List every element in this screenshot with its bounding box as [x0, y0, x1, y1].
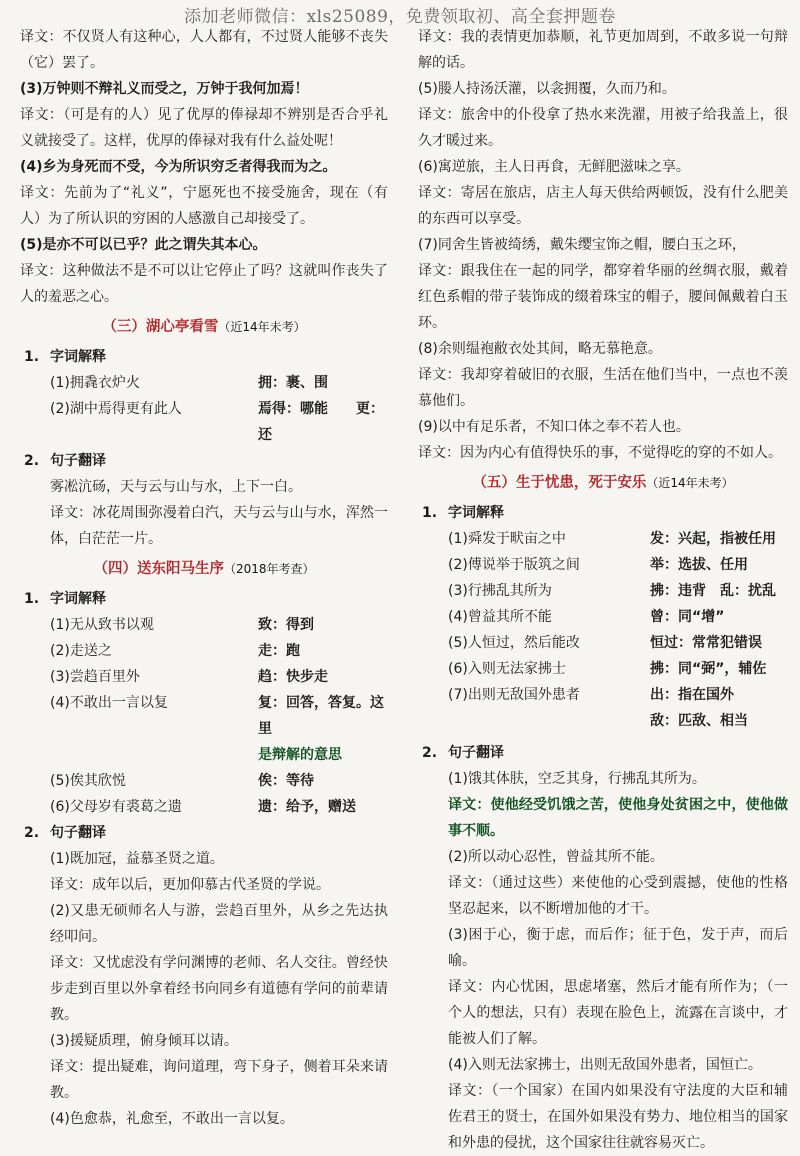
vocab-meaning: 俟：等待	[258, 773, 314, 789]
exam-note: （2018年考查）	[223, 562, 315, 576]
translation-text: 译文：使他经受饥饿之苦，使他身处贫困之中，使他做事不顺。	[448, 797, 788, 839]
vocab-row	[418, 630, 788, 656]
vocab-phrase: (6)入则无法家拂士	[448, 661, 566, 677]
vocab-meaning: 出：指在国外	[650, 687, 734, 703]
vocab-row	[418, 552, 788, 578]
vocab-meaning: 拂：违背 乱：扰乱	[650, 583, 776, 599]
vocab-phrase	[50, 742, 258, 768]
sentence-text: (9)以中有足乐者，不知口体之奉不若人也。	[418, 419, 690, 435]
section-title-text: （五）生于忧患，死于安乐	[472, 475, 647, 491]
vocab-row	[20, 794, 388, 820]
vocab-meaning: 拥：裹、围	[258, 375, 328, 391]
vocab-phrase: (4)曾益其所不能	[448, 609, 552, 625]
vocab-phrase: (2)傅说举于版筑之间	[448, 557, 580, 573]
sentence-text: (7)同舍生皆被绮绣，戴朱缨宝饰之帽，腰白玉之环，	[418, 237, 746, 253]
sentence-text: (3)万钟则不辩礼义而受之，万钟于我何加焉！	[20, 81, 309, 97]
translation-text: 译文：（一个国家）在国内如果没有守法度的大臣和辅佐君王的贤士，在国外如果没有势力、地位相当的国家和外患的侵扰，这个国家往往就容易灭亡。	[448, 1083, 788, 1151]
translation-text: 译文：我的表情更加恭顺，礼节更加周到，不敢多说一句辩解的话。	[418, 29, 788, 71]
subheading-text: 句子翻译	[50, 825, 106, 841]
translation-text: 译文：不仅贤人有这种心，人人都有，不过贤人能够不丧失（它）罢了。	[20, 29, 388, 71]
vocab-meaning: 举：选拔、任用	[650, 557, 748, 573]
subheading-vocab: 1. 字词解释	[24, 591, 106, 607]
sentence-text: (5)媵人持汤沃灌，以衾拥覆，久而乃和。	[418, 81, 676, 97]
sentence-text: (3)困于心，衡于虑，而后作；征于色，发于声，而后喻。	[448, 927, 788, 969]
exam-note: （近14年未考）	[218, 320, 306, 334]
vocab-row	[20, 396, 388, 448]
vocab-meaning: 敌：匹敌、相当	[650, 713, 748, 729]
watermark-text: 添加老师微信：xls25089，免费领取初、高全套押题卷	[184, 7, 616, 27]
sentence-text: (5)是亦不可以已乎？此之谓失其本心。	[20, 237, 267, 253]
vocab-row	[418, 656, 788, 682]
vocab-phrase: (5)俟其欣悦	[50, 773, 126, 789]
vocab-meaning: 焉得：哪能 更：还	[258, 401, 384, 443]
vocab-phrase: (4)不敢出一言以复	[50, 695, 168, 711]
subheading-translate: 2. 句子翻译	[24, 825, 106, 841]
sentence-text: (1)饿其体肤，空乏其身，行拂乱其所为。	[448, 771, 706, 787]
translation-text: 译文：内心忧困，思虑堵塞，然后才能有所作为；（一个人的想法，只有）表现在脸色上，流露在言谈中，才能被人们了解。	[448, 979, 788, 1047]
section-title-text: （三）湖心亭看雪	[102, 319, 219, 335]
vocab-row	[20, 768, 388, 794]
vocab-phrase: (3)行拂乱其所为	[448, 583, 552, 599]
translation-text: 译文：提出疑难，询问道理，弯下身子，侧着耳朵来请教。	[50, 1059, 388, 1101]
sentence-text: (2)又患无硕师名人与游，尝趋百里外，从乡之先达执经叩问。	[50, 903, 388, 945]
vocab-row-continued	[418, 708, 788, 734]
translation-text: 译文：因为内心有值得快乐的事，不觉得吃的穿的不如人。	[418, 445, 782, 461]
vocab-phrase: (1)无从致书以观	[50, 617, 154, 633]
translation-text: 译文：这种做法不是不可以让它停止了吗？这就叫作丧失了人的羞恶之心。	[20, 263, 388, 305]
translation-text: 译文：跟我住在一起的同学，都穿着华丽的丝绸衣服，戴着红色系帽的带子装饰成的缀着珠宝的帽子，腰间佩戴着白玉环。	[418, 263, 788, 331]
translation-text: 译文：（通过这些）来使他的心受到震撼，使他的性格坚忍起来，以不断增加他的才干。	[448, 875, 788, 917]
translation-text: 译文：成年以后，更加仰慕古代圣贤的学说。	[50, 877, 330, 893]
vocab-phrase: (1)拥毳衣炉火	[50, 375, 140, 391]
subheading-translate: 2. 句子翻译	[24, 453, 106, 469]
vocab-row	[20, 638, 388, 664]
subheading-text: 字词解释	[50, 591, 106, 607]
subheading-vocab: 1. 字词解释	[24, 349, 106, 365]
vocab-phrase: (6)父母岁有裘葛之遗	[50, 799, 182, 815]
vocab-meaning: 恒过：常常犯错误	[650, 635, 762, 651]
section-title-songdongyang	[20, 554, 388, 584]
subheading-vocab: 1. 字词解释	[422, 505, 504, 521]
sentence-text: 雾凇沆砀，天与云与山与水，上下一白。	[50, 479, 302, 495]
sentence-text: (4)色愈恭，礼愈至，不敢出一言以复。	[50, 1111, 294, 1127]
section-title-huxinting	[20, 312, 388, 342]
translation-text: 译文：寄居在旅店，店主人每天供给两顿饭，没有什么肥美的东西可以享受。	[418, 185, 788, 227]
vocab-row	[20, 370, 388, 396]
vocab-meaning: 致：得到	[258, 617, 314, 633]
vocab-row	[418, 526, 788, 552]
vocab-meaning: 曾：同“增”	[650, 609, 725, 625]
translation-text: 译文：旅舍中的仆役拿了热水来洗濯，用被子给我盖上，很久才暖过来。	[418, 107, 788, 149]
vocab-row	[418, 578, 788, 604]
translation-text: 译文：（可是有的人）见了优厚的俸禄却不辨别是否合乎礼义就接受了。这样，优厚的俸禄对我有什么益处呢！	[20, 107, 388, 149]
sentence-text: (8)余则缊袍敝衣处其间，略无慕艳意。	[418, 341, 662, 357]
section-title-text: （四）送东阳马生序	[93, 561, 224, 577]
vocab-phrase: (2)湖中焉得更有此人	[50, 401, 182, 417]
vocab-row	[418, 682, 788, 708]
sentence-text: (3)援疑质理，俯身倾耳以请。	[50, 1033, 238, 1049]
exam-note: （近14年未考）	[646, 476, 734, 490]
sentence-text: (2)所以动心忍性，曾益其所不能。	[448, 849, 664, 865]
vocab-meaning: 拂：同“弼”，辅佐	[650, 661, 767, 677]
vocab-phrase	[448, 708, 650, 734]
sentence-text: (1)既加冠，益慕圣贤之道。	[50, 851, 224, 867]
vocab-phrase: (5)人恒过，然后能改	[448, 635, 580, 651]
translation-text: 译文：我却穿着破旧的衣服，生活在他们当中，一点也不羡慕他们。	[418, 367, 788, 409]
sentence-text: (4)入则无法家拂士，出则无敌国外患者，国恒亡。	[448, 1057, 762, 1073]
translation-text: 译文：先前为了“礼义”，宁愿死也不接受施舍，现在（有人）为了所认识的穷困的人感激自己却接受了。	[20, 185, 388, 227]
right-column	[418, 24, 788, 1156]
translation-text: 译文：又忧虑没有学问渊博的老师、名人交往。曾经快步走到百里以外拿着经书向同乡有道德有学问的前辈请教。	[50, 955, 388, 1023]
vocab-meaning: 复：回答，答复。这里	[258, 695, 384, 737]
subheading-text: 句子翻译	[50, 453, 106, 469]
vocab-phrase: (3)尝趋百里外	[50, 669, 140, 685]
subheading-text: 字词解释	[448, 505, 504, 521]
sentence-text: (4)乡为身死而不受，今为所识穷乏者得我而为之。	[20, 159, 337, 175]
sentence-text: (6)寓逆旅，主人日再食，无鲜肥滋味之享。	[418, 159, 690, 175]
vocab-phrase: (1)舜发于畎亩之中	[448, 531, 566, 547]
vocab-meaning: 是辩解的意思	[258, 747, 342, 763]
vocab-meaning: 发：兴起，指被任用	[650, 531, 776, 547]
vocab-row	[20, 612, 388, 638]
vocab-row	[20, 664, 388, 690]
vocab-meaning: 趋：快步走	[258, 669, 328, 685]
vocab-meaning: 遗：给予，赠送	[258, 799, 356, 815]
vocab-row	[20, 690, 388, 742]
vocab-row-continued	[20, 742, 388, 768]
vocab-phrase: (7)出则无敌国外患者	[448, 687, 580, 703]
subheading-translate: 2. 句子翻译	[422, 745, 504, 761]
section-title-shengyuyouhuan	[418, 468, 788, 498]
vocab-row	[418, 604, 788, 630]
vocab-meaning: 走：跑	[258, 643, 300, 659]
vocab-phrase: (2)走送之	[50, 643, 112, 659]
translation-text: 译文：冰花周围弥漫着白汽，天与云与山与水，浑然一体，白茫茫一片。	[50, 505, 388, 547]
left-column	[20, 24, 388, 1132]
subheading-text: 句子翻译	[448, 745, 504, 761]
subheading-text: 字词解释	[50, 349, 106, 365]
